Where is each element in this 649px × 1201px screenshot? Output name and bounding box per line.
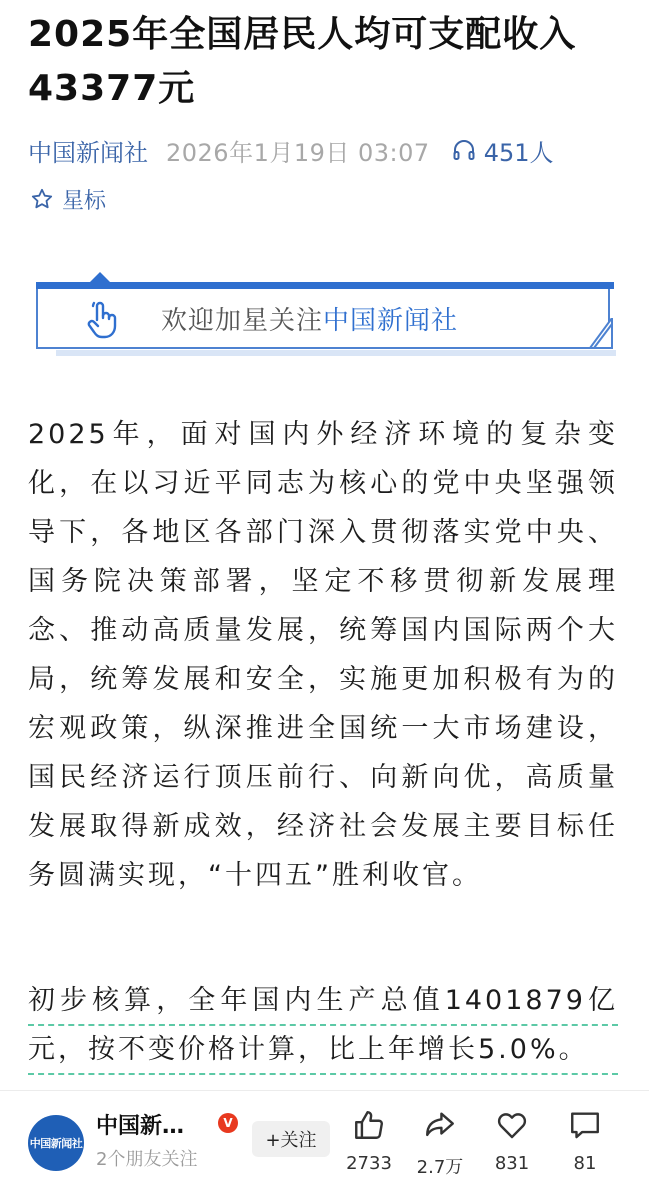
share-button[interactable] bbox=[405, 1105, 475, 1179]
like-count: 2733 bbox=[346, 1153, 392, 1174]
share-icon bbox=[423, 1108, 457, 1142]
heart-icon bbox=[495, 1108, 529, 1142]
follow-banner[interactable] bbox=[36, 282, 614, 352]
bottom-action-bar bbox=[0, 1090, 649, 1201]
source-link[interactable]: 中国新闻社 bbox=[28, 138, 148, 167]
star-button[interactable] bbox=[30, 180, 106, 218]
star-label: 星标 bbox=[62, 188, 107, 214]
article-title: 2025年全国居民人均可支配收入43377元 bbox=[28, 14, 577, 109]
headphones-icon bbox=[452, 138, 476, 162]
favorite-button[interactable] bbox=[477, 1105, 547, 1174]
article-meta bbox=[28, 130, 554, 170]
paragraph-2: 初步核算，全年国内生产总值1401879亿元，按不变价格计算，比上年增长5.0%。 bbox=[28, 985, 618, 1065]
publish-date: 2026年1月19日 03:07 bbox=[166, 138, 430, 167]
favorite-count: 831 bbox=[494, 1153, 530, 1174]
listener-count: 451人 bbox=[483, 138, 554, 167]
banner-text bbox=[161, 300, 458, 337]
banner-shadow bbox=[56, 350, 616, 356]
thumbs-up-icon bbox=[352, 1108, 386, 1142]
avatar[interactable] bbox=[28, 1115, 84, 1171]
star-icon bbox=[30, 187, 54, 211]
paragraph-1: 2025年，面对国内外经济环境的复杂变化，在以习近平同志为核心的党中央坚强领导下，各地区各部门深入贯彻落实党中央、国务院决策部署，坚定不移贯彻新发展理念、推动高质量发展，统筹国内国际两个大局，统筹发展和安全，实施更加积极有为的宏观政策，纵深推进全国统一大市场建设，国民经济运行顶压前行、向新向优，高质量发展取得新成效，经济社会发展主要目标任务圆满实现，“十四五”胜利收官。 bbox=[28, 419, 618, 891]
comment-count: 81 bbox=[573, 1153, 597, 1174]
banner-fold-corner bbox=[588, 318, 614, 352]
comment-button[interactable] bbox=[550, 1105, 620, 1174]
avatar-text: 中国新闻社 bbox=[29, 1137, 83, 1150]
comment-icon bbox=[568, 1108, 602, 1142]
pointer-hand-icon bbox=[84, 300, 120, 340]
banner-accent: 中国新闻社 bbox=[323, 306, 459, 336]
banner-top-bar bbox=[36, 282, 614, 289]
banner-prefix: 欢迎加星关注 bbox=[161, 306, 324, 336]
share-count: 2.7万 bbox=[416, 1157, 464, 1178]
banner-notch bbox=[90, 272, 110, 282]
verified-badge-icon: V bbox=[218, 1113, 238, 1133]
like-button[interactable] bbox=[334, 1105, 404, 1174]
follow-button[interactable]: +关注 bbox=[252, 1121, 330, 1157]
account-name[interactable]: 中国新… bbox=[96, 1114, 185, 1139]
listen-button[interactable] bbox=[452, 133, 554, 168]
friends-following: 2个朋友关注 bbox=[96, 1149, 198, 1170]
